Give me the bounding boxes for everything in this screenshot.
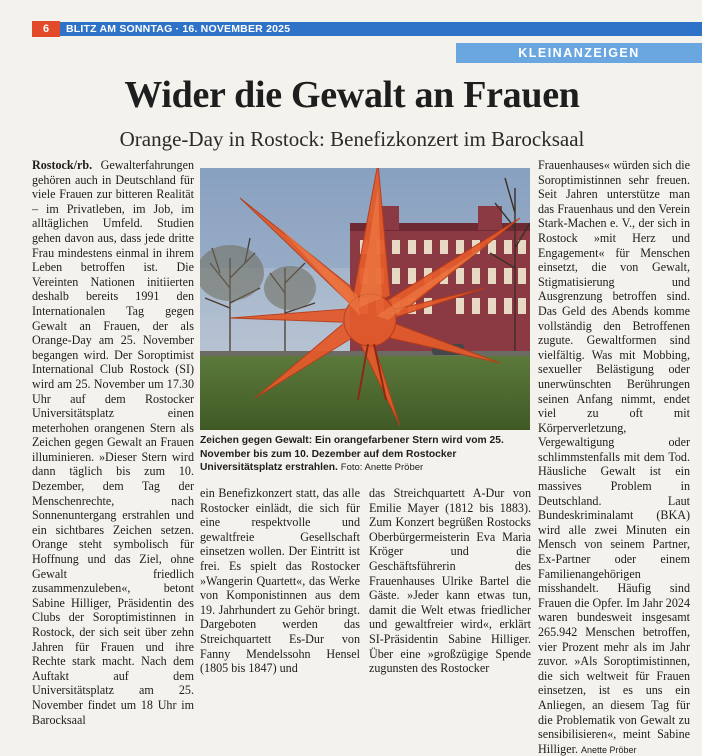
column-2-text: ein Benefizkonzert statt, das alle Rostocker einlädt, die sich für eine respektvolle und gewaltfreie Gesellschaft einsetzen wollen. Der Eintritt ist frei. Es spielt das Rostocker »Wangerin Quartett«, das Werke von Komponistinnen aus dem 19. Jahrhundert zu Gehör bringt. Dargeboten werden das Streichquartett Es-Dur von Fanny Mendelssohn Hensel (1805 bis 1847) und	[200, 486, 360, 676]
headline: Wider die Gewalt an Frauen	[124, 74, 580, 116]
subheadline: Orange-Day in Rostock: Benefizkonzert im Barocksaal	[119, 127, 585, 151]
photo-caption	[200, 434, 530, 475]
photo-credit: Foto: Anette Pröber	[340, 462, 424, 473]
column-1-text: Gewalterfahrungen gehören auch in Deutschland für viele Frauen zur bitteren Realität – im Privatleben, im Job, im alltäglichen Umfeld. Studien gehen davon aus, dass jede dritte Frau mindestens einmal in ihrem Leben betroffen ist. Die Vereinten Nationen initiierten deshalb bereits 1991 den Internationalen Tag gegen Gewalt an Frauen, der als Orange-Day am 25. November begangen wird. Der Soroptimist International Club Rostock (SI) wird am 25. November um 17.30 Uhr auf dem Rostocker Universitätsplatz einen meterhohen orangenen Stern als Zeichen gegen Gewalt an Frauen illuminieren. »Dieser Stern wird dann täglich bis zum 10. Dezember, dem Tag der Menschenrechte, nach Sonnenuntergang erstrahlen und ein sichtbares Zeichen setzen. Orange steht symbolisch für Hoffnung und das Ziel, ohne Gewalt friedlich zusammenzuleben«, betont Sabine Hilliger, Präsidentin des Clubs der Soroptimistinnen in Rostock, der sich seit über zehn Jahren für Frauen und ihre Rechte stark macht. Nach dem Auftakt auf dem Universitätsplatz am 25. November findet um 18 Uhr im Barocksaal	[32, 158, 194, 727]
dateline: Rostock/rb.	[32, 158, 93, 172]
article-column-1	[32, 158, 194, 727]
caption-text: Zeichen gegen Gewalt: Ein orangefarbener Stern wird vom 25. November bis zum 10. Dezember auf dem Rostocker Universitätsplatz erstrahlen.	[200, 435, 504, 473]
star-photo	[200, 168, 530, 430]
article-column-4	[538, 158, 690, 756]
column-4-text: Frauenhauses« würden sich die Soroptimistinnen sehr freuen. Seit Jahren unterstütze man das Frauenhaus und den Verein Stark-Machen e. V., der sich in Rostock »mit Herz und Engagement« für Menschen einsetzt, die von Gewalt, Stigmatisierung und Ausgrenzung betroffen sind. Das Geld des Abends komme vollständig den Betroffenen zugute. Gewaltformen sind vielfältig. Was mit Mobbing, sexueller Belästigung oder unerwünschten Berührungen seinen Anfang nimmt, endet viel zu oft mit Körperverletzung, Vergewaltigung oder schlimmstenfalls mit dem Tod. Häusliche Gewalt ist ein massives Problem in Deutschland. Laut Bundeskriminalamt (BKA) wird alle zwei Minuten ein Mensch von seinem Partner, Ex-Partner oder einem Familienangehörigen misshandelt. Häufig sind Frauen die Opfer. Im Jahr 2024 waren bundesweit insgesamt 265.942 Menschen betroffen, vier Prozent mehr als im Jahr zuvor. »Als Soroptimistinnen, die sich weltweit für Frauen einsetzen, ist es uns ein Anliegen, an diesem Tag für die Problematik von Gewalt zu sensibilisieren«, meint Sabine Hilliger.	[538, 158, 690, 756]
page-header	[0, 0, 702, 36]
column-3-text: das Streichquartett A-Dur von Emilie Mayer (1812 bis 1883). Zum Konzert begrüßen Rostocks Oberbürgermeisterin Eva Maria Kröger und die Geschäftsführerin des Frauenhauses Ulrike Bartel die Gäste. »Jeder kann etwas tun, damit die Welt etwas friedlicher und gewaltfreier wird«, erklärt SI-Präsidentin Sabine Hilliger. Über eine »großzügige Spende zugunsten des Rostocker	[369, 486, 531, 676]
running-line: BLITZ AM SONNTAG · 16. NOVEMBER 2025	[66, 23, 291, 35]
article-column-2	[200, 486, 360, 676]
author-credit: Anette Pröber	[581, 744, 637, 755]
article-photo	[200, 168, 530, 430]
section-label: KLEINANZEIGEN	[456, 43, 702, 63]
article-column-3	[369, 486, 531, 676]
page-number: 6	[32, 21, 60, 37]
